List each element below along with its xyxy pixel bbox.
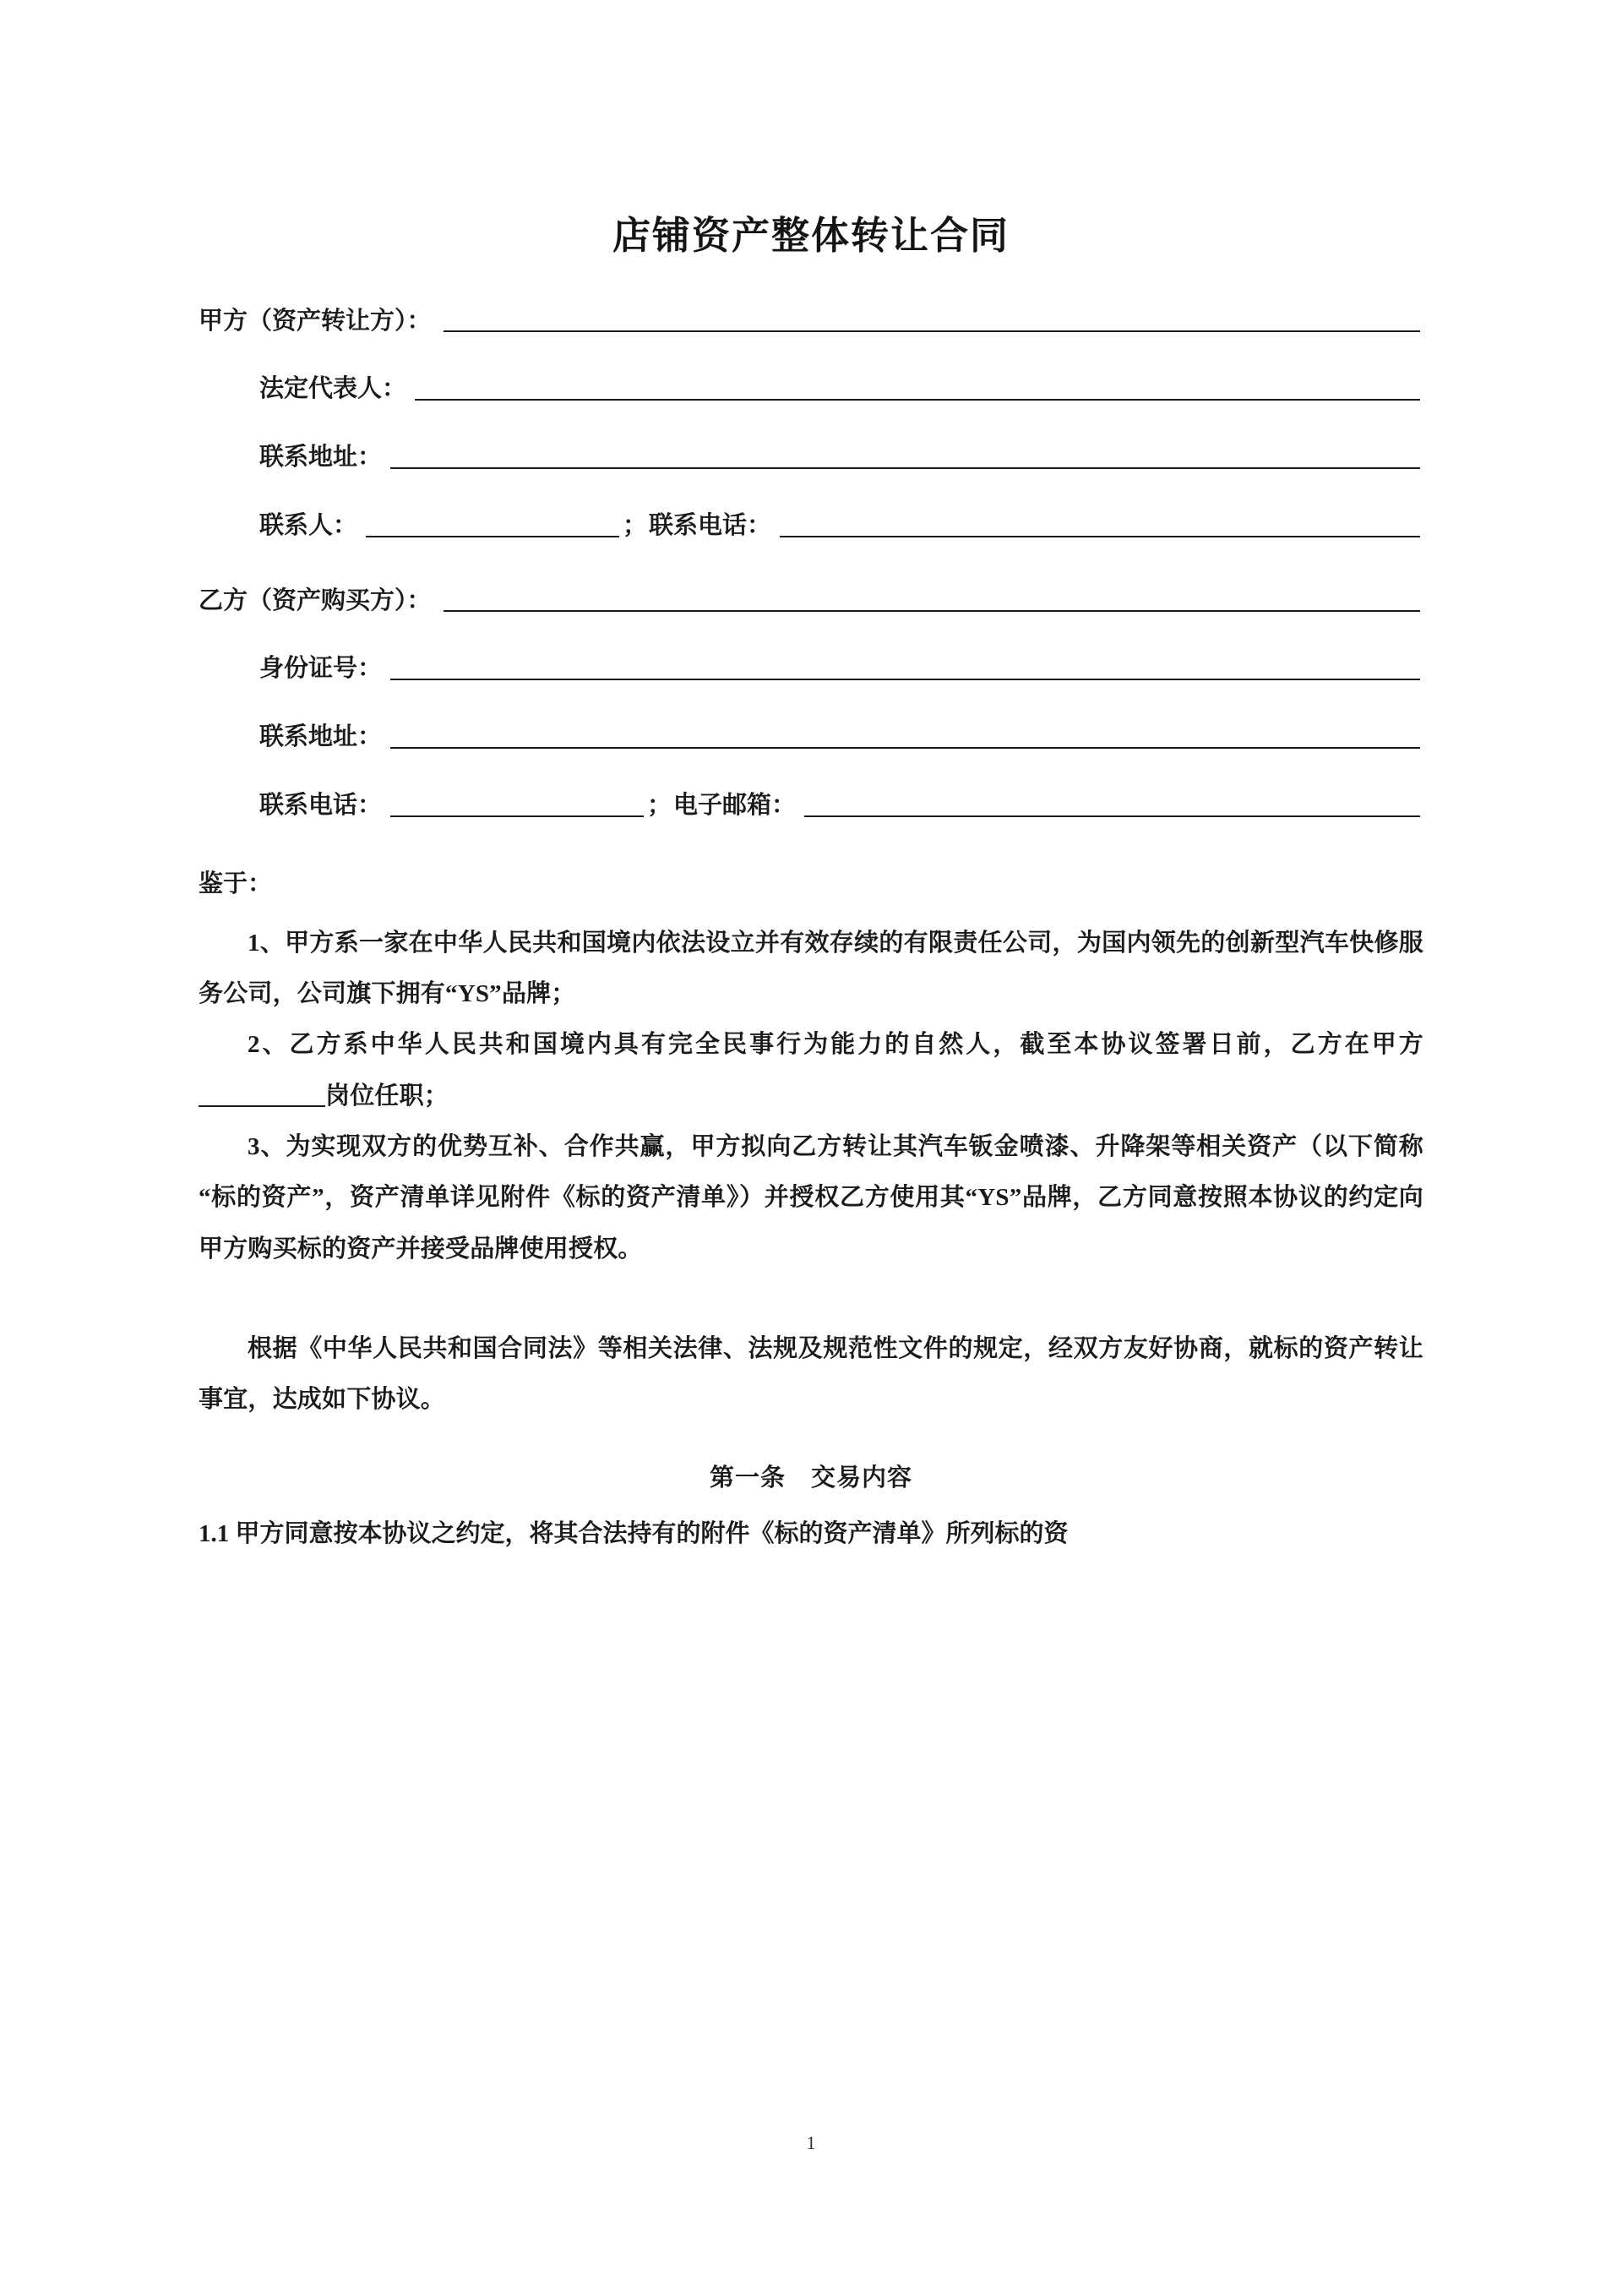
party-b-contact-separator: ； (647, 792, 672, 820)
party-b-block (199, 586, 1423, 821)
party-b-email-label: 电子邮箱： (673, 792, 797, 820)
party-b-id-blank[interactable] (390, 658, 1420, 680)
party-a-contact-separator: ； (623, 511, 648, 539)
party-b-id-label: 身份证号： (259, 655, 383, 683)
party-b-name-blank[interactable] (444, 590, 1420, 612)
recital-item-2-text: 2、乙方系中华人民共和国境内具有完全民事行为能力的自然人，截至本协议签署日前，乙方在甲方 (248, 1031, 1423, 1059)
page-sheet (199, 0, 1423, 2296)
recitals-lead: 鉴于： (199, 870, 273, 897)
party-b-label: 乙方（资产购买方）： (199, 586, 432, 614)
party-a-address-label: 联系地址： (259, 444, 383, 472)
recital-item-2-blank[interactable] (199, 1105, 325, 1107)
party-a-phone-label: 联系电话： (649, 511, 772, 539)
party-b-phone-label: 联系电话： (259, 792, 383, 820)
party-a-contact-person-label: 联系人： (259, 511, 358, 539)
party-a-address-blank[interactable] (390, 447, 1420, 469)
party-a-phone-blank[interactable] (780, 515, 1420, 537)
recital-item-2 (199, 1019, 1423, 1121)
party-a-address-row (199, 443, 1423, 472)
party-a-contact-row (199, 511, 1423, 541)
party-a-legal-rep-blank[interactable] (415, 379, 1420, 401)
recitals-spacer (199, 1274, 1423, 1323)
party-a-legal-rep-label: 法定代表人： (259, 375, 407, 403)
recitals-closing-paragraph: 根据《中华人民共和国合同法》等相关法律、法规及规范性文件的规定，经双方友好协商，就标的资产转让事宜，达成如下协议。 (199, 1334, 1423, 1414)
party-b-phone-blank[interactable] (390, 795, 644, 817)
recital-item-3: 3、为实现双方的优势互补、合作共赢，甲方拟向乙方转让其汽车钣金喷漆、升降架等相关资产（以下简称“标的资产”，资产清单详见附件《标的资产清单》）并授权乙方使用其“YS”品牌，乙方同意按照本协议的约定向甲方购买标的资产并接受品牌使用授权。 (199, 1132, 1423, 1263)
party-b-address-blank[interactable] (390, 727, 1420, 749)
page-title: 店铺资产整体转让合同 (612, 215, 1010, 257)
party-b-contact-row (199, 791, 1423, 821)
recital-item-1: 1、甲方系一家在中华人民共和国境内依法设立并有效存续的有限责任公司，为国内领先的创新型汽车快修服务公司，公司旗下拥有“YS”品牌； (199, 929, 1423, 1007)
party-b-address-row (199, 723, 1423, 752)
party-a-name-blank[interactable] (444, 310, 1420, 332)
party-b-email-blank[interactable] (804, 795, 1420, 817)
page-number: 1 (806, 2132, 816, 2153)
party-a-legal-rep-row (199, 374, 1423, 404)
party-a-contact-person-blank[interactable] (366, 515, 619, 537)
party-a-label: 甲方（资产转让方）： (199, 307, 432, 335)
party-b-id-row (199, 654, 1423, 684)
clause-1-1: 1.1 甲方同意按本协议之约定，将其合法持有的附件《标的资产清单》所列标的资 (199, 1520, 1069, 1548)
party-a-heading-row (199, 307, 1423, 336)
party-a-block (199, 307, 1423, 541)
recital-item-2-suffix: 岗位任职； (325, 1082, 449, 1110)
party-b-address-label: 联系地址： (259, 723, 383, 751)
party-b-heading-row (199, 586, 1423, 616)
article-one-heading: 第一条 交易内容 (709, 1464, 912, 1492)
